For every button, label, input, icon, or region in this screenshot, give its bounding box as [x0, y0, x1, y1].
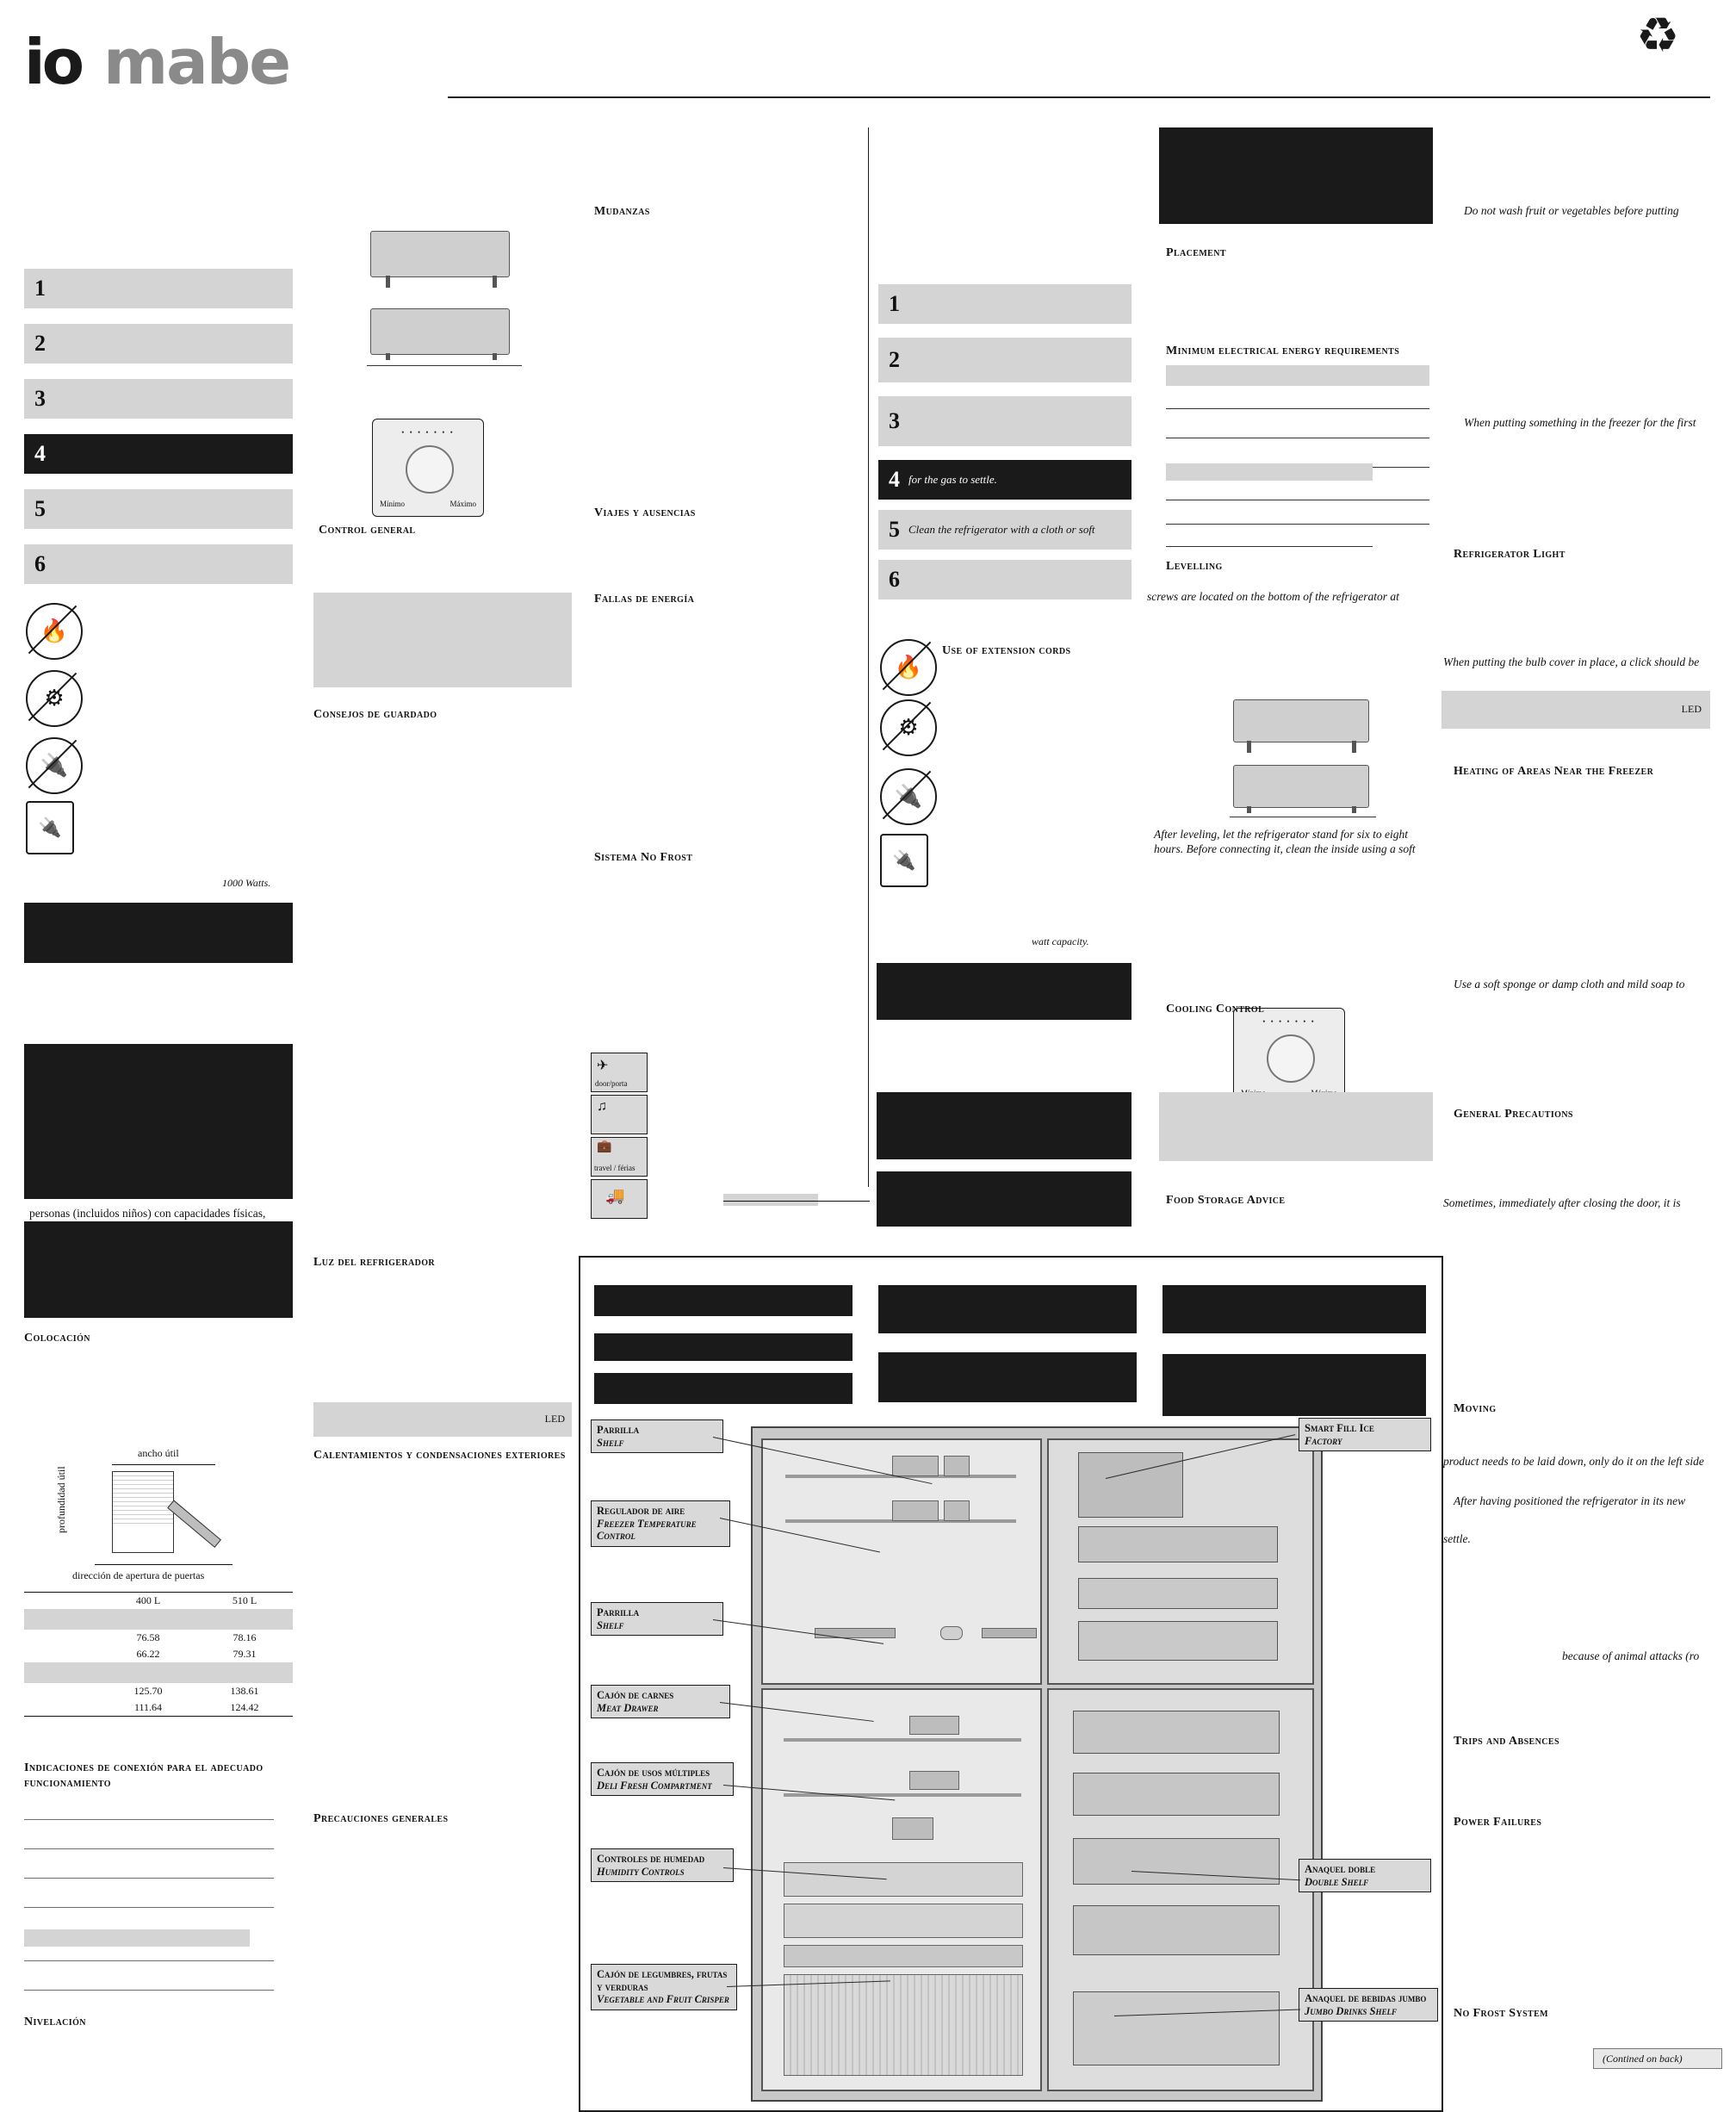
- callout-en: Deli Fresh Compartment: [597, 1779, 712, 1792]
- list-item: [24, 324, 293, 363]
- led-label-right: LED: [1681, 703, 1702, 715]
- music-icon: ♫: [591, 1095, 648, 1134]
- right-black-block-3: [877, 1171, 1132, 1227]
- list-number: 3: [34, 386, 46, 411]
- text-after-positioned: After having positioned the refrigerator in its new: [1454, 1494, 1686, 1507]
- heading-refrigerator-light: Refrigerator Light: [1454, 548, 1566, 561]
- spec-table: [24, 1592, 293, 1717]
- cell: 79.31: [232, 1648, 257, 1660]
- heading-levelling: Levelling: [1166, 560, 1223, 573]
- cell: [24, 1662, 100, 1683]
- dial-knob[interactable]: [406, 445, 454, 494]
- freezer-compartment: [761, 1438, 1042, 1685]
- heading-no-frost: No Frost System: [1454, 2007, 1549, 2020]
- callout-parrilla-shelf-top: [591, 1419, 723, 1453]
- diagram-black-2: [594, 1333, 852, 1361]
- list-text: for the gas to settle.: [908, 473, 997, 486]
- callout-es: Parrilla: [597, 1606, 640, 1618]
- heading-trips: Trips and Absences: [1454, 1735, 1559, 1748]
- smart-fill-ice-factory[interactable]: [1078, 1452, 1183, 1518]
- logo-io: io: [24, 26, 82, 98]
- cell: [24, 1699, 100, 1716]
- table-row: [24, 1609, 293, 1630]
- diagram-black-3: [594, 1373, 852, 1404]
- cell: [100, 1609, 196, 1630]
- cell: [196, 1609, 293, 1630]
- dimension-diagram: [55, 1447, 284, 1581]
- callout-deli-fresh: [591, 1762, 734, 1796]
- list-item: [878, 510, 1132, 550]
- callout-cajon-carnes: [591, 1685, 730, 1718]
- recycle-icon: ♻: [1636, 9, 1680, 63]
- text-settle: settle.: [1443, 1532, 1471, 1545]
- callout-es: Anaquel de bebidas jumbo: [1305, 1992, 1427, 2004]
- callout-en: Humidity Controls: [597, 1865, 685, 1878]
- heading-heating-areas: Heating of Areas Near the Freezer: [1454, 765, 1654, 778]
- column-divider: [868, 127, 869, 1187]
- diagram-black-1: [594, 1285, 852, 1316]
- humidity-controls[interactable]: [784, 1945, 1023, 1967]
- list-item: [24, 269, 293, 308]
- list-item: [878, 560, 1132, 599]
- dial-knob[interactable]: [1267, 1034, 1315, 1083]
- table-row: [24, 1699, 293, 1716]
- left-black-block-1: [24, 903, 293, 963]
- warning-text: personas (incluidos niños) con capacidades físicas,: [29, 1207, 266, 1220]
- after-leveling-text: After leveling, let the refrigerator stand for six to eight hours. Before connecting it, clean the inside using a soft: [1154, 828, 1416, 855]
- callout-es: Cajón de carnes: [597, 1689, 674, 1701]
- heading-luz: Luz del refrigerador: [313, 1256, 436, 1269]
- warning-icon-no-fire: 🔥: [26, 603, 83, 660]
- heading-min-energy: Minimum electrical energy requirements: [1166, 345, 1400, 357]
- logo-mabe: mabe: [103, 26, 290, 98]
- heading-viajes: Viajes y ausencias: [594, 506, 696, 519]
- heading-extension-cords: Use of extension cords: [942, 644, 1071, 657]
- list-number: 5: [34, 496, 46, 521]
- text-do-not-wash: Do not wash fruit or vegetables before putting: [1464, 204, 1679, 217]
- cell: 125.70: [133, 1685, 163, 1697]
- fresh-food-compartment: [761, 1688, 1042, 2091]
- fresh-shelf-1: [784, 1738, 1021, 1742]
- left-black-block-2: [24, 1044, 293, 1199]
- heading-precauciones: Precauciones generales: [313, 1812, 449, 1825]
- consejos-gray-block: [313, 593, 572, 687]
- callout-regulador-aire: [591, 1500, 730, 1547]
- control-general-dial[interactable]: [372, 419, 484, 517]
- appliance-illustration-4: [1233, 765, 1369, 808]
- cooling-control-dial[interactable]: [1233, 1008, 1345, 1106]
- list-item: [24, 489, 293, 529]
- cell: 124.42: [230, 1701, 259, 1713]
- food-storage-gray-block: [1159, 1092, 1433, 1161]
- dial-ticks: • • • • • • •: [401, 428, 455, 437]
- text-freezer-first: When putting something in the freezer for the first: [1464, 416, 1696, 429]
- list-item: [878, 396, 1132, 446]
- left-numbered-list: [24, 269, 293, 584]
- left-black-block-3: [24, 1221, 293, 1318]
- header-rule: [448, 96, 1710, 98]
- list-number: 3: [889, 408, 900, 433]
- cell: [24, 1630, 100, 1646]
- right-numbered-list: [878, 284, 1132, 599]
- callout-es: Regulador de aire: [597, 1505, 685, 1517]
- vegetable-fruit-crisper[interactable]: [784, 1974, 1023, 2076]
- cell: 78.16: [232, 1631, 257, 1643]
- list-number: 2: [889, 347, 900, 372]
- heading-moving: Moving: [1454, 1402, 1497, 1415]
- heading-cooling-control: Cooling Control: [1166, 1003, 1265, 1016]
- deli-fresh-compartment[interactable]: [784, 1904, 1023, 1938]
- list-number: 1: [889, 291, 900, 316]
- list-number: 6: [889, 567, 900, 592]
- heading-indicaciones: Indicaciones de conexión para el adecuado funcionamiento: [24, 1761, 264, 1790]
- heading-food-storage: Food Storage Advice: [1166, 1194, 1286, 1207]
- heading-fallas: Fallas de energía: [594, 593, 695, 606]
- callout-en: Shelf: [597, 1618, 624, 1631]
- list-item: [24, 544, 293, 584]
- list-number: 4: [889, 467, 900, 492]
- callout-en: Vegetable and Fruit Crisper: [597, 1993, 729, 2005]
- heading-sistema: Sistema No Frost: [594, 851, 693, 864]
- text-after-closing: Sometimes, immediately after closing the door, it is: [1443, 1196, 1681, 1209]
- callout-en: Jumbo Drinks Shelf: [1305, 2004, 1398, 2017]
- appliance-illustration-2: [370, 308, 510, 355]
- list-number: 2: [34, 331, 46, 356]
- callout-en: Freezer Temperature Control: [597, 1517, 697, 1542]
- list-item: [878, 460, 1132, 500]
- travel-icon: 💼 travel / férias: [591, 1137, 648, 1177]
- led-block-right: [1442, 691, 1710, 729]
- list-item: [878, 338, 1132, 382]
- meat-drawer[interactable]: [784, 1862, 1023, 1897]
- callout-humidity-controls: [591, 1848, 734, 1882]
- callout-en: Shelf: [597, 1436, 624, 1449]
- list-item: [24, 434, 293, 474]
- cell: [24, 1646, 100, 1662]
- right-black-block-2: [877, 1092, 1132, 1159]
- door-icon: ✈ door/porta: [591, 1053, 648, 1092]
- list-number: 6: [34, 551, 46, 576]
- callout-jumbo-drinks: [1299, 1988, 1438, 2022]
- door-icon-label: door/porta: [595, 1079, 628, 1088]
- jumbo-drinks-shelf[interactable]: [1073, 1991, 1280, 2065]
- table-row: [24, 1662, 293, 1683]
- callout-es: Parrilla: [597, 1424, 640, 1436]
- cell: [196, 1662, 293, 1683]
- heading-calentamientos: Calentamientos y condensaciones exteriores: [313, 1449, 566, 1462]
- diagram-black-7: [1162, 1354, 1426, 1416]
- text-bulb-click: When putting the bulb cover in place, a click should be: [1443, 655, 1700, 668]
- table-row: [24, 1630, 293, 1646]
- led-block-left: [313, 1402, 572, 1437]
- callout-en: Meat Drawer: [597, 1701, 659, 1714]
- text-soft-sponge: Use a soft sponge or damp cloth and mild soap to: [1454, 978, 1685, 991]
- watts-note: 1000 Watts.: [222, 877, 271, 889]
- list-item: [24, 379, 293, 419]
- diagram-black-4: [878, 1285, 1137, 1333]
- dial-ticks: • • • • • • •: [1262, 1017, 1316, 1026]
- warning-icon-no-plug: 🔌: [26, 737, 83, 794]
- diagram-black-6: [1162, 1285, 1426, 1333]
- callout-en: Factory: [1305, 1434, 1342, 1447]
- cell: 66.22: [136, 1648, 160, 1660]
- placement-black-block: [1159, 127, 1433, 224]
- callout-es: Cajón de usos múltiples: [597, 1767, 710, 1779]
- cell: 138.61: [230, 1685, 259, 1697]
- col-blank: [24, 1593, 100, 1609]
- dial-max-label: Máximo: [450, 500, 476, 508]
- cell: 111.64: [133, 1701, 163, 1713]
- fridge-diagram-panel: [579, 1256, 1443, 2112]
- icon-strip: [591, 1053, 648, 1219]
- air-regulator[interactable]: [815, 1628, 896, 1638]
- cart-icon: 🚚: [591, 1179, 648, 1219]
- list-item: [878, 284, 1132, 324]
- warning-icon-no-spray: ⚙: [26, 670, 83, 727]
- callout-en: Double Shelf: [1305, 1875, 1369, 1888]
- callout-es: Cajón de legumbres, frutas y verduras: [597, 1968, 728, 1993]
- warning-icon-plug: 🔌: [26, 801, 74, 854]
- cell: [24, 1683, 100, 1699]
- freezer-door: [1047, 1438, 1314, 1685]
- text-animal: because of animal attacks (ro: [1562, 1649, 1700, 1662]
- callout-double-shelf: [1299, 1859, 1431, 1892]
- callout-es: Controles de humedad: [597, 1853, 705, 1865]
- heading-mudanzas: Mudanzas: [594, 205, 650, 218]
- dial-min-label: Mínimo: [380, 500, 406, 508]
- watt-capacity-note: watt capacity.: [1032, 935, 1089, 947]
- heading-consejos: Consejos de guardado: [313, 708, 437, 721]
- heading-placement: Placement: [1166, 246, 1226, 259]
- warning-icon-no-spray-right: ⚙: [880, 699, 937, 756]
- label-profundidad-util: profundidad útil: [55, 1466, 67, 1533]
- callout-es: Anaquel doble: [1305, 1863, 1376, 1875]
- heading-nivelacion: Nivelación: [24, 2016, 86, 2028]
- fridge-door: [1047, 1688, 1314, 2091]
- heading-power-failures: Power Failures: [1454, 1816, 1542, 1829]
- led-label: LED: [544, 1413, 565, 1425]
- levelling-note: screws are located on the bottom of the refrigerator at: [1147, 590, 1399, 603]
- callout-crisper: [591, 1964, 737, 2010]
- label-ancho-util: ancho útil: [138, 1447, 179, 1459]
- cell: 76.58: [136, 1631, 160, 1643]
- table-header-row: [24, 1593, 293, 1609]
- callout-parrilla-shelf-bottom: [591, 1602, 723, 1636]
- heading-general-precautions: General Precautions: [1454, 1108, 1573, 1121]
- brand-logo: [24, 26, 289, 98]
- warning-icon-no-plug-right: 🔌: [880, 768, 937, 825]
- col-510l: 510 L: [232, 1594, 257, 1606]
- appliance-illustration-3: [1233, 699, 1369, 742]
- appliance-illustration-1: [370, 231, 510, 277]
- table-row: [24, 1646, 293, 1662]
- refrigerator-body: [751, 1426, 1323, 2102]
- callout-es: Smart Fill Ice: [1305, 1422, 1374, 1434]
- heading-colocacion: Colocación: [24, 1332, 90, 1345]
- warning-icon-plug-right: 🔌: [880, 834, 928, 887]
- list-text: Clean the refrigerator with a cloth or soft: [908, 523, 1095, 536]
- cell: [24, 1609, 100, 1630]
- cell: [100, 1662, 196, 1683]
- callout-smart-fill-ice: [1299, 1418, 1431, 1451]
- right-black-block-1: [877, 963, 1132, 1020]
- diagram-black-5: [878, 1352, 1137, 1402]
- travel-icon-label: travel / férias: [594, 1164, 636, 1172]
- label-direccion-apertura: dirección de apertura de puertas: [72, 1569, 205, 1581]
- strip-gray: [723, 1194, 818, 1206]
- text-laid-down: product needs to be laid down, only do it on the left side: [1443, 1455, 1704, 1468]
- continued-box: [1593, 2048, 1722, 2069]
- col-400l: 400 L: [135, 1594, 161, 1606]
- list-number: 4: [34, 441, 46, 466]
- continued-label: (Contined on back): [1603, 2053, 1683, 2065]
- list-number: 5: [889, 517, 900, 542]
- heading-control-general: Control general: [319, 524, 416, 537]
- list-number: 1: [34, 276, 46, 301]
- table-row: [24, 1683, 293, 1699]
- warning-icon-no-fire-right: 🔥: [880, 639, 937, 696]
